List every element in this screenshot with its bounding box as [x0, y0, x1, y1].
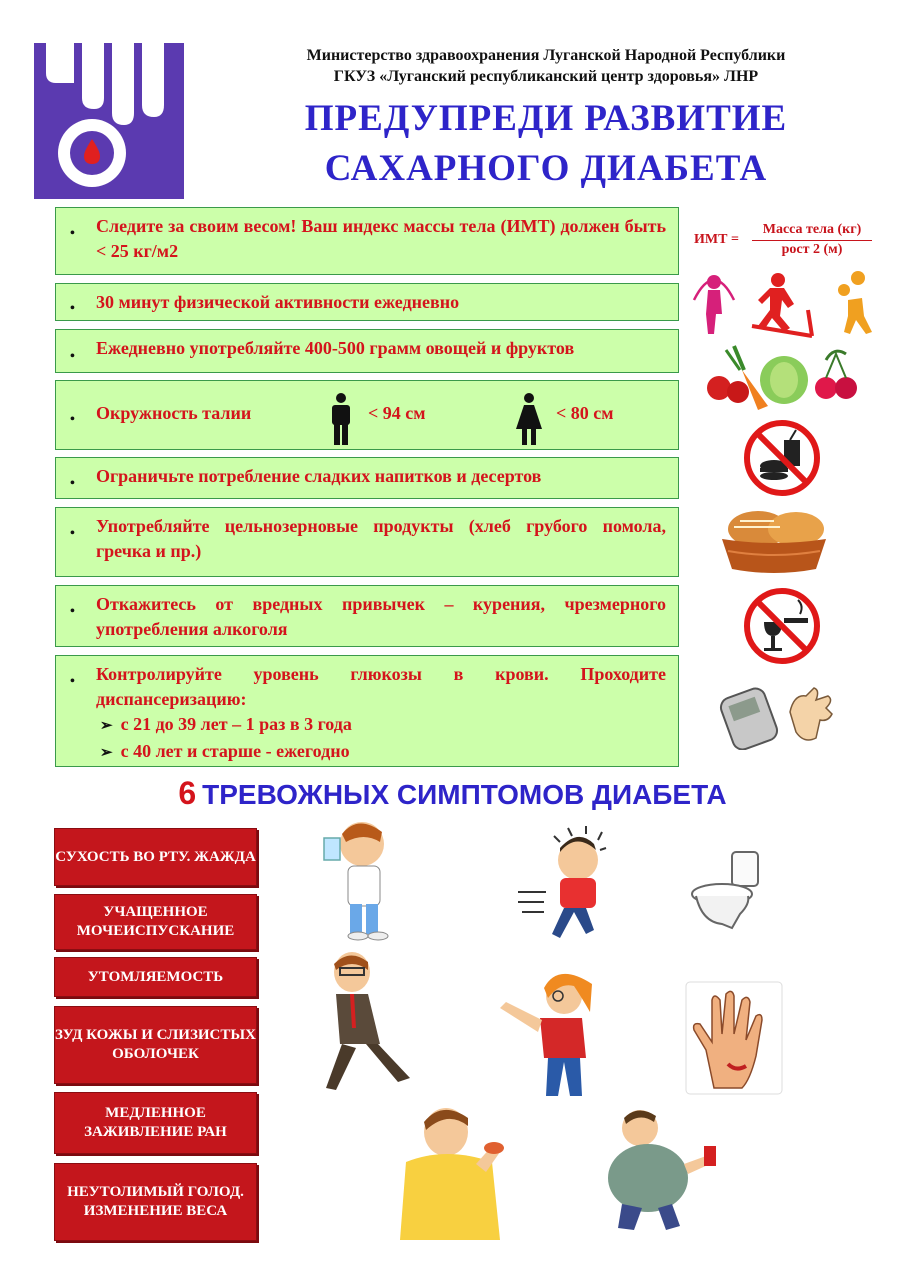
- tip-text: Употребляйте цельнозерновые продукты (хлеб грубого помола, гречка и пр.): [96, 516, 666, 561]
- tip-glucose: [55, 655, 679, 767]
- bullet-icon: •: [70, 674, 75, 689]
- tip-text: Ограничьте потребление сладких напитков и десертов: [96, 466, 542, 486]
- no-fast-food-icon: [744, 420, 820, 496]
- jump-rope-icon: [694, 275, 734, 334]
- tip-weight: [55, 207, 679, 275]
- toilet-illustration: [688, 848, 768, 932]
- bullet-icon: •: [70, 604, 75, 619]
- tip-habits: [55, 585, 679, 647]
- bullet-icon: •: [70, 412, 75, 427]
- tip-text: Контролируйте уровень глюкозы в крови. Проходите диспансеризацию:: [96, 664, 666, 709]
- symptoms-count: 6: [178, 775, 197, 811]
- bmi-formula-numerator: Масса тела (кг): [752, 222, 872, 241]
- symptoms-heading: ТРЕВОЖНЫХ СИМПТОМОВ ДИАБЕТА: [202, 779, 727, 810]
- no-smoking-alcohol-icon: [744, 588, 820, 664]
- screening-item: ➢ с 40 лет и старше - ежегодно: [100, 741, 350, 761]
- bullet-icon: •: [70, 526, 75, 541]
- page-title-line-2: САХАРНОГО ДИАБЕТА: [324, 148, 768, 189]
- page-title-line-1: ПРЕДУПРЕДИ РАЗВИТИЕ: [304, 98, 788, 139]
- tip-text: Ежедневно употребляйте 400-500 грамм овощей и фруктов: [96, 338, 575, 358]
- symptom-frequent-urination: УЧАЩЕННОЕ МОЧЕИСПУСКАНИЕ: [54, 894, 257, 950]
- symptom-fatigue: УТОМЛЯЕМОСТЬ: [54, 957, 257, 997]
- tip-sweets: [55, 457, 679, 499]
- bullet-icon: •: [70, 476, 75, 491]
- tip-wholegrain: [55, 507, 679, 577]
- organization-line-2: ГКУЗ «Луганский республиканский центр здоровья» ЛНР: [333, 68, 759, 85]
- itching-woman-illustration: [492, 962, 604, 1100]
- organization-line-1: Министерство здравоохранения Луганской Народной Республики: [306, 47, 786, 64]
- bmi-formula: [690, 220, 880, 264]
- wounded-hand-illustration: [684, 980, 784, 1096]
- logo: [34, 43, 189, 199]
- arrow-icon: ➢: [100, 718, 113, 734]
- bullet-icon: •: [70, 301, 75, 316]
- treadmill-icon: [752, 273, 812, 336]
- bmi-formula-denominator: рост 2 (м): [781, 242, 843, 257]
- eating-man-illustration: [396, 1102, 510, 1240]
- tip-vegetables: [55, 329, 679, 373]
- female-waist-value: < 80 см: [556, 403, 614, 423]
- symptom-itching: ЗУД КОЖЫ И СЛИЗИСТЫХ ОБОЛОЧЕК: [54, 1006, 257, 1084]
- vegetables-fruits-icon: [704, 340, 859, 412]
- urgent-running-boy-illustration: [516, 822, 620, 946]
- basketball-player-icon: [838, 271, 872, 334]
- tip-text: Откажитесь от вредных привычек – курения, чрезмерного употребления алкоголя: [96, 594, 666, 639]
- symptom-dry-mouth: СУХОСТЬ ВО РТУ. ЖАЖДА: [54, 828, 257, 886]
- glucometer-icon: [716, 682, 840, 750]
- bullet-icon: •: [70, 226, 75, 241]
- bread-basket-icon: [718, 507, 830, 575]
- obese-man-eating-illustration: [600, 1104, 724, 1234]
- drinking-boy-illustration: [318, 818, 398, 942]
- male-waist-value: < 94 см: [368, 403, 426, 423]
- symptom-hunger: НЕУТОЛИМЫЙ ГОЛОД. ИЗМЕНЕНИЕ ВЕСА: [54, 1163, 257, 1241]
- waist-label: Окружность талии: [96, 403, 252, 423]
- male-icon: [328, 393, 354, 445]
- tired-man-illustration: [318, 948, 418, 1096]
- arrow-icon: ➢: [100, 745, 113, 761]
- symptoms-title: [0, 775, 905, 812]
- symptom-slow-healing: МЕДЛЕННОЕ ЗАЖИВЛЕНИЕ РАН: [54, 1092, 257, 1154]
- female-icon: [514, 393, 544, 445]
- tip-activity: [55, 283, 679, 321]
- exercise-icons: [686, 270, 876, 340]
- bullet-icon: •: [70, 349, 75, 364]
- bmi-formula-label: ИМТ =: [694, 232, 739, 247]
- tip-text: 30 минут физической активности ежедневно: [96, 292, 460, 312]
- tip-waist: [55, 380, 679, 450]
- screening-item: ➢ с 21 до 39 лет – 1 раз в 3 года: [100, 714, 352, 734]
- tip-text: Следите за своим весом! Ваш индекс массы тела (ИМТ) должен быть < 25 кг/м2: [96, 216, 666, 261]
